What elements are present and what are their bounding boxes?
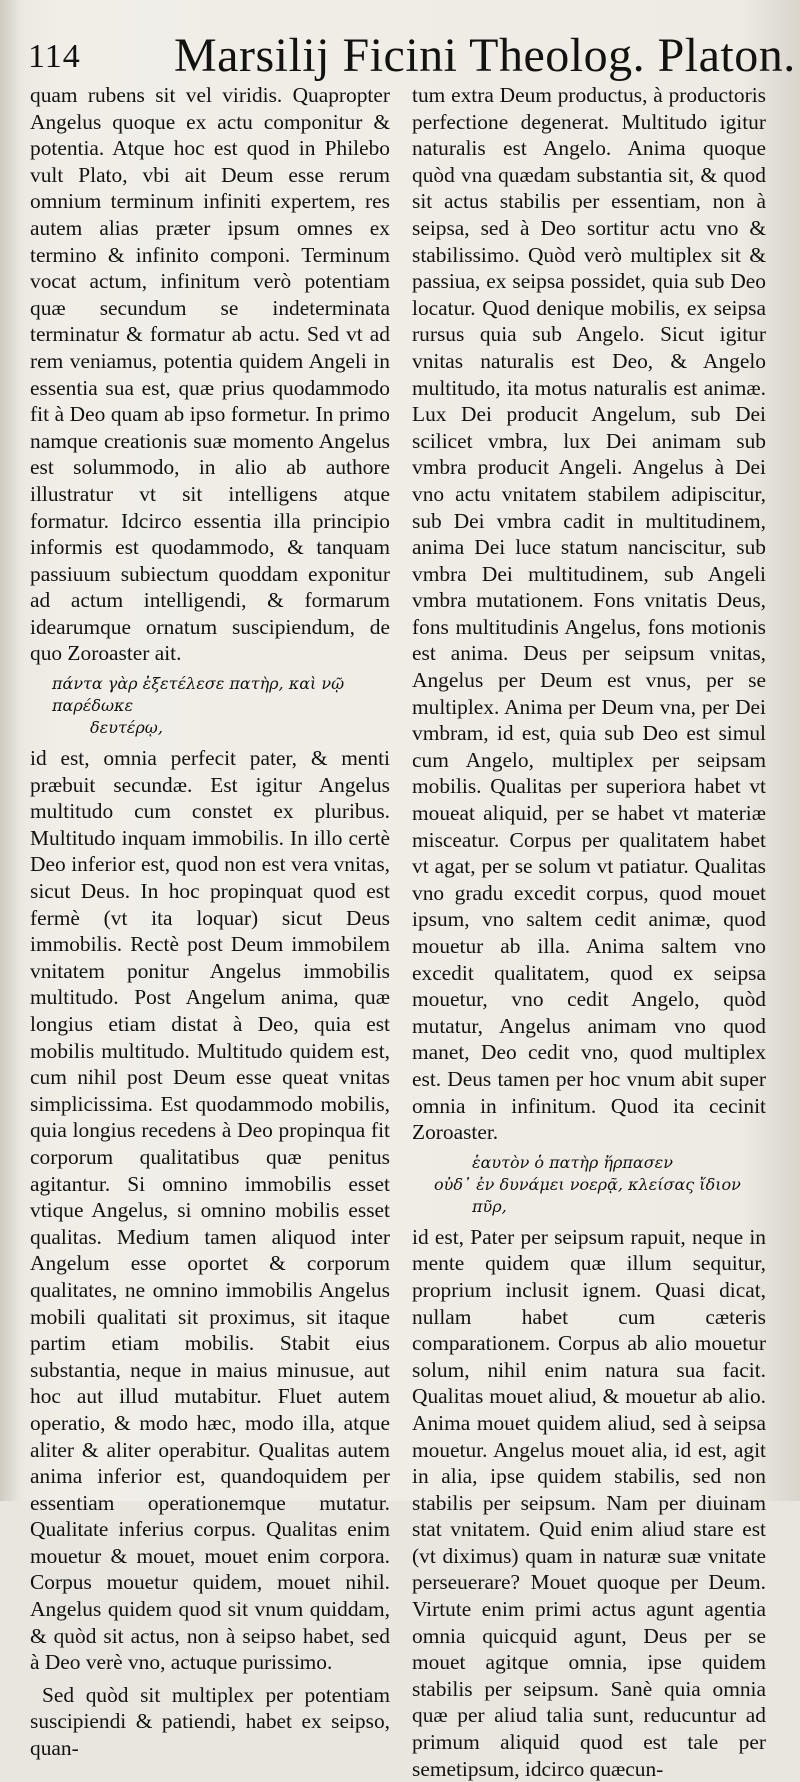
page-header <box>24 26 796 86</box>
right-column <box>412 82 766 1782</box>
right-paragraph-2: id est, Pater per seipsum rapuit, neque in mente quidem quæ illum sequitur, proprium inclusit ignem. Quasi dicat, nullam habet cum cæteris comparationem. Corpus ab alio mouetur solum, nihil enim natura sua facit. Qualitas mouet aliud, & mouetur ab alio. Anima mouet quidem aliud, sed à seipsa mouetur. Angelus mouet alia, id est, agit in alia, ipse quidem stabilis, sed non stabilis per seipsum. Nam per diuinam stat vnitatem. Quid enim aliud stare est (vt diximus) quam in naturæ suæ vnitate perseuerare? Mouet quoque per Deum. Virtute enim primi actus agunt agentia omnia quicquid agunt, Deus per se mouet agitque omnia, ipse quidem stabilis per seipsum. Sanè quia omnia quæ per aliud talia sunt, reducuntur ad primum aliquid quod est tale per semetipsum, idcirco quæcun- <box>412 1224 766 1781</box>
left-paragraph-1: quam rubens sit vel viridis. Quapropter Angelus quoque ex actu componitur & potentia. Atque hoc est quod in Philebo vult Plato, vbi ait Deum esse rerum omnium terminum infiniti expertem, res autem alias præter ipsum omnes ex termino & infinito componi. Terminum vocat actum, infinitum verò potentiam quæ secundum se indeterminata terminatur & formatur ab actu. Sed vt ad rem veniamus, potentia quidem Angeli in essentia sua est, quæ prius quodammodo fit à Deo quam ab ipso formetur. In primo namque creationis suæ momento Angelus est solummodo, in alio ab authore illustratur vt sit intelligens atque formatur. Idcirco essentia illa principio informis est quodammodo, & tanquam passiuum subiectum quoddam exponitur ad actum intelligendi, & formarum idearumque ornatum suscipiendum, de quo Zoroaster ait. <box>30 83 390 666</box>
page-number: 114 <box>28 38 81 75</box>
greek-quotation-2 <box>412 1152 766 1218</box>
greek-quotation-1-line-1: πάντα γὰρ ἐξετέλεσε πατὴρ, καὶ νῷ παρέδωκε <box>52 674 345 716</box>
left-column <box>30 82 390 1762</box>
greek-quotation-1-line-2: δευτέρῳ, <box>90 718 163 738</box>
greek-quotation-2-line-1: ἑαυτὸν ὁ πατὴρ ἥρπασεν <box>472 1152 673 1172</box>
left-paragraph-2: id est, omnia perfecit pater, & menti præbuit secundæ. Est igitur Angelus multitudo cum constet ex pluribus. Multitudo inquam immobilis. In illo certè Deo inferior est, quod non est vera vnitas, sicut Deus. In hoc propinquat quod est fermè (vt ita loquar) sicut Deus immobilis. Rectè post Deum immobilem vnitatem ponitur Angelus immobilis multitudo. Post Angelum anima, quæ longius etiam distat à Deo, quia est mobilis multitudo. Multitudo quidem est, cum nihil post Deum esse queat vnitas simplicissima. Est quodammodo mobilis, quia longius recedens à Deo propinqua fit corporum qualitatibus quæ penitus agitantur. Si omnino immobilis esset vtique Angelus, si omnino mobilis esset qualitas. Medium tamen aliquod inter Angelum esse oportet & corporum qualitates, ne omnino immobilis Angelus mobili qualitati sit proximus, sit itaque partim etiam mobilis. Stabit eius substantia, neque in maius minusue, aut hoc aut illud mutabitur. Fluet autem operatio, & modo hæc, modo illa, atque aliter & aliter operabitur. Qualitas autem anima inferior est, quandoquidem per essentiam operationemque mutatur. Qualitate inferius corpus. Qualitas enim mouetur & mouet, mouet enim corpora. Corpus mouetur quidem, mouet nihil. Angelus quidem quod sit vnum quiddam, & quòd sit actus, non à seipso habet, sed à Deo verè vno, actuque purissimo. <box>30 746 390 1675</box>
greek-quotation-2-line-3: πῦρ, <box>472 1196 507 1216</box>
left-paragraph-3: Sed quòd sit multiplex per potentiam suscipiendi & patiendi, habet ex seipso, quan- <box>30 1682 390 1761</box>
running-title: Marsilij Ficini Theolog. Platon. <box>174 29 796 82</box>
greek-quotation-2-line-2: οὐδ᾽ ἐν δυνάμει νοερᾷ, κλείσας ἴδιον <box>434 1174 741 1194</box>
right-paragraph-1: tum extra Deum productus, à productoris perfectione degenerat. Multitudo igitur naturalis est Angelo. Anima quoque quòd vna quædam substantia sit, & quod sit actus stabilis per essentiam, non à seipsa, sed à Deo sortitur actu vno & stabilissimo. Quòd verò multiplex sit & passiua, ex seipsa possidet, quia sub Deo locatur. Quod denique mobilis, ex seipsa rursus quia sub Angelo. Sicut igitur vnitas naturalis est Deo, & Angelo multitudo, ita motus naturalis est animæ. Lux Dei producit Angelum, sub Dei scilicet vmbra, lux Dei animam sub vmbra producit Angeli. Angelus à Dei vno actu vnitatem stabilem adipiscitur, sub Dei vmbra cadit in multitudinem, anima Dei luce statum nanciscitur, sub vmbra Dei multitudinem, sub Angeli vmbra mutationem. Fons vnitatis Deus, fons multitudinis Angelus, fons motionis est anima. Deus per seipsum vnitas, Angelus per Deum est vnus, per se multiplex. Anima per Deum vna, per Dei vmbram, id est, quia sub Deo est simul cum Angelo, multiplex per seipsam mobilis. Qualitas per superiora habet vt moueat aliquid, per se habet vt materiæ misceatur. Corpus per qualitatem habet vt agat, per se solum vt patiatur. Qualitas vno gradu excedit corpus, quod mouet ipsum, vno saltem cedit animæ, quod mouetur ab illa. Anima saltem vno excedit qualitatem, quod ex seipsa mouetur, vno cedit Angelo, quòd mutatur, Angelus animam vno quod manet, Deo cedit vno, quod multiplex est. Deus tamen per hoc vnum abit super omnia in infinitum. Quod ita cecinit Zoroaster. <box>412 83 766 1145</box>
greek-quotation-1 <box>30 673 390 739</box>
